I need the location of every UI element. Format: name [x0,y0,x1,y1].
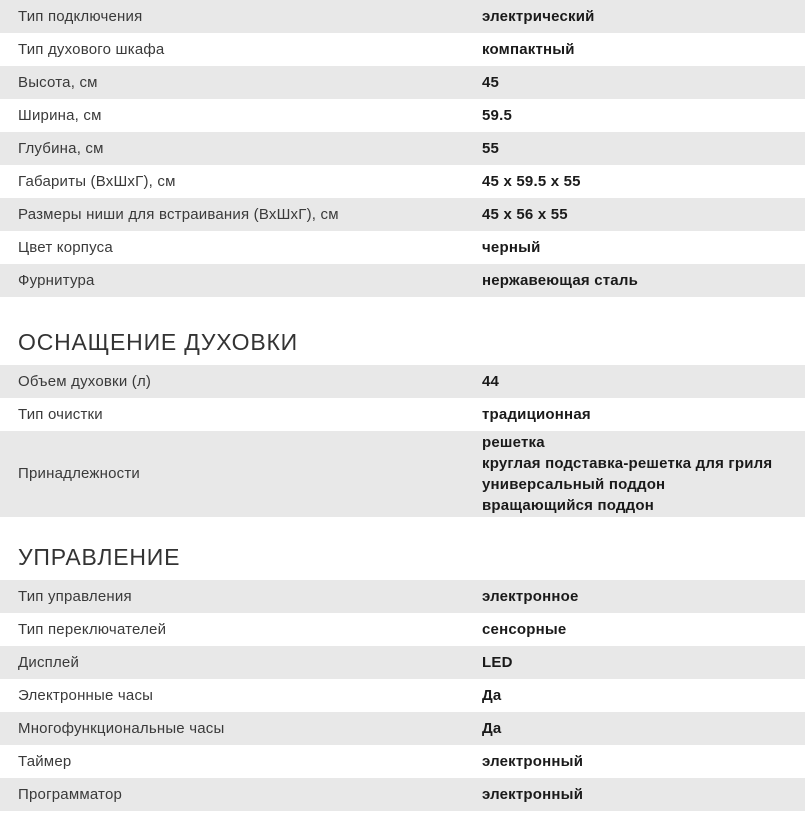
spec-row [0,712,805,745]
row-label: Объем духовки (л) [18,372,152,390]
spec-row [0,165,805,198]
spec-row [0,0,805,33]
row-label: Тип подключения [18,7,143,25]
row-label: Принадлежности [18,465,141,482]
value-line: универсальный поддон [482,476,666,493]
row-label: Тип духового шкафа [18,40,165,58]
section-header-equipment: ОСНАЩЕНИЕ ДУХОВКИ [18,329,299,355]
row-value [482,138,805,159]
row-value [482,586,805,607]
value-line: 45 x 56 x 55 [482,206,568,223]
row-value [482,72,805,93]
row-value [482,619,805,640]
row-label: Тип управления [18,587,132,605]
spec-row [0,646,805,679]
row-label: Фурнитура [18,271,95,289]
value-line: 45 [482,74,500,91]
value-line: 55 [482,140,500,157]
spec-row [0,580,805,613]
row-value [482,39,805,60]
row-label: Таймер [18,752,72,770]
row-label: Электронные часы [18,686,154,704]
spec-row [0,198,805,231]
spec-row [0,33,805,66]
spec-row [0,613,805,646]
row-label: Многофункциональные часы [18,719,225,737]
spec-row [0,431,805,517]
spec-row [0,745,805,778]
value-line: решетка [482,434,545,451]
value-line: нержавеющая сталь [482,272,638,289]
spec-row [0,398,805,431]
row-value [482,270,805,291]
value-line: круглая подставка-решетка для гриля [482,455,773,472]
value-line: Да [482,687,502,704]
row-label: Глубина, см [18,139,104,157]
row-label: Габариты (ВхШхГ), см [18,172,176,190]
spec-section-controls [0,517,805,811]
row-value [482,431,805,517]
spec-row [0,679,805,712]
spec-row [0,264,805,297]
value-line: электронный [482,753,584,770]
value-line: черный [482,239,541,256]
row-value [482,204,805,225]
value-line: электронный [482,786,584,803]
value-line: компактный [482,41,575,58]
value-line: LED [482,654,513,671]
value-line: сенсорные [482,621,567,638]
row-value [482,105,805,126]
row-label: Ширина, см [18,106,102,124]
spec-row [0,778,805,811]
row-label: Дисплей [18,653,80,671]
row-value [482,371,805,392]
value-line: электронное [482,588,579,605]
row-value [482,652,805,673]
row-value [482,718,805,739]
row-label: Цвет корпуса [18,238,113,256]
spec-row [0,99,805,132]
value-line: 45 x 59.5 x 55 [482,173,581,190]
value-line: электрический [482,8,595,25]
row-label: Высота, см [18,73,98,91]
spec-row [0,132,805,165]
value-line: вращающийся поддон [482,497,654,514]
value-line: традиционная [482,406,591,423]
row-label: Тип очистки [18,405,103,423]
row-label: Тип переключателей [18,620,167,638]
value-line: Да [482,720,502,737]
row-value [482,751,805,772]
spec-row [0,365,805,398]
row-label: Размеры ниши для встраивания (ВхШхГ), см [18,205,339,223]
spec-section-general [0,0,805,297]
row-value [482,237,805,258]
section-header-controls: УПРАВЛЕНИЕ [18,544,181,570]
row-value [482,784,805,805]
spec-row [0,231,805,264]
spec-section-equipment [0,297,805,517]
row-value [482,685,805,706]
row-label: Программатор [18,785,123,803]
value-line: 59.5 [482,107,512,124]
spec-row [0,66,805,99]
row-value [482,6,805,27]
row-value [482,171,805,192]
value-line: 44 [482,373,500,390]
row-value [482,404,805,425]
